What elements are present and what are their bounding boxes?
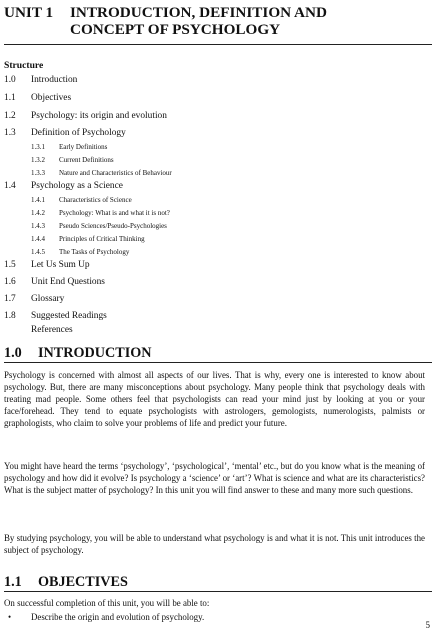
- toc-item-label: Pseudo Sciences/Pseudo-Psychologies: [59, 222, 167, 230]
- bullet-icon: •: [8, 612, 12, 622]
- toc-item-number: 1.3.3: [31, 169, 45, 177]
- toc-item-label: Psychology: its origin and evolution: [31, 111, 167, 121]
- toc-item-label: Unit End Questions: [31, 277, 105, 287]
- toc-item-number: 1.4.4: [31, 235, 45, 243]
- section-rule: [4, 591, 432, 592]
- toc-item-number: 1.1: [4, 93, 16, 103]
- intro-paragraph: You might have heard the terms ‘psychology’, ‘psychological’, ‘mental’ etc., but do you know what is the meaning of psychology and how did it evolve? Is psychology a ‘science’ or ‘art’? What is science and what are its characteristics? What is the subject matter of psychology? In this unit you will find answer to these and many more such questions.: [4, 461, 425, 495]
- toc-item-number: 1.3.2: [31, 156, 45, 164]
- toc-item-number: 1.4.1: [31, 196, 45, 204]
- toc-item-label: Principles of Critical Thinking: [59, 235, 145, 243]
- section-number: 1.0: [4, 345, 22, 361]
- toc-item-label: Objectives: [31, 93, 72, 103]
- structure-label: Structure: [4, 60, 44, 71]
- toc-item-label: Early Definitions: [59, 143, 108, 151]
- toc-item-number: 1.2: [4, 111, 16, 121]
- unit-title-line-2: CONCEPT OF PSYCHOLOGY: [70, 21, 281, 38]
- toc-item-label: Psychology as a Science: [31, 181, 123, 191]
- toc-item-number: 1.5: [4, 260, 16, 270]
- toc-item-label: Glossary: [31, 294, 65, 304]
- intro-paragraph: Psychology is concerned with almost all aspects of our lives. That is why, every one is interested to know about psychology. But, there are many misconceptions about psychology. Many people think that psychology deals with treating mad people. Some others feel that psychologists can read your mind just by looking at you or your face/forehead. They tend to equate psychologists with astrologers, gemologists, numerologists, palmists or graphologists, who claim to solve your problems of life and predict your future.: [4, 370, 425, 428]
- unit-heading: [4, 4, 344, 38]
- toc-item-label: Characteristics of Science: [59, 196, 132, 204]
- section-heading-introduction: [4, 345, 152, 361]
- toc-item-number: 1.3: [4, 128, 16, 138]
- toc-item-label: The Tasks of Psychology: [59, 248, 130, 256]
- toc-item-label: Definition of Psychology: [31, 128, 126, 138]
- page-number: 5: [425, 620, 430, 630]
- section-rule: [4, 362, 432, 363]
- section-title: INTRODUCTION: [38, 345, 152, 361]
- section-title: OBJECTIVES: [38, 574, 128, 590]
- bullet-text: Describe the origin and evolution of psychology.: [31, 612, 205, 622]
- unit-heading-rule: [4, 44, 432, 45]
- toc-item-label: Current Definitions: [59, 156, 114, 164]
- toc-item-label: Psychology: What is and what it is not?: [59, 209, 170, 217]
- toc-item-number: 1.4.3: [31, 222, 45, 230]
- toc-item-label: Suggested Readings: [31, 311, 107, 321]
- objectives-lead: On successful completion of this unit, you will be able to:: [4, 598, 210, 608]
- toc-item-label: Let Us Sum Up: [31, 260, 90, 270]
- toc-item-number: 1.4.2: [31, 209, 45, 217]
- toc-item-number: 1.6: [4, 277, 16, 287]
- toc-item-number: 1.7: [4, 294, 16, 304]
- toc-item-number: 1.8: [4, 311, 16, 321]
- intro-paragraph: By studying psychology, you will be able to understand what psychology is and what it is not. This unit introduces the subject of psychology.: [4, 533, 425, 555]
- toc-item-label: Nature and Characteristics of Behaviour: [59, 169, 172, 177]
- toc-item-number: 1.4.5: [31, 248, 45, 256]
- section-heading-objectives: [4, 574, 128, 590]
- unit-number: UNIT 1: [4, 4, 54, 21]
- toc-item-number: 1.3.1: [31, 143, 45, 151]
- toc-item-number: 1.4: [4, 181, 16, 191]
- toc-item-label: References: [31, 325, 73, 335]
- unit-title-line-1: INTRODUCTION, DEFINITION AND: [70, 4, 327, 21]
- toc-item-label: Introduction: [31, 75, 78, 85]
- section-number: 1.1: [4, 574, 22, 590]
- toc-item-number: 1.0: [4, 75, 16, 85]
